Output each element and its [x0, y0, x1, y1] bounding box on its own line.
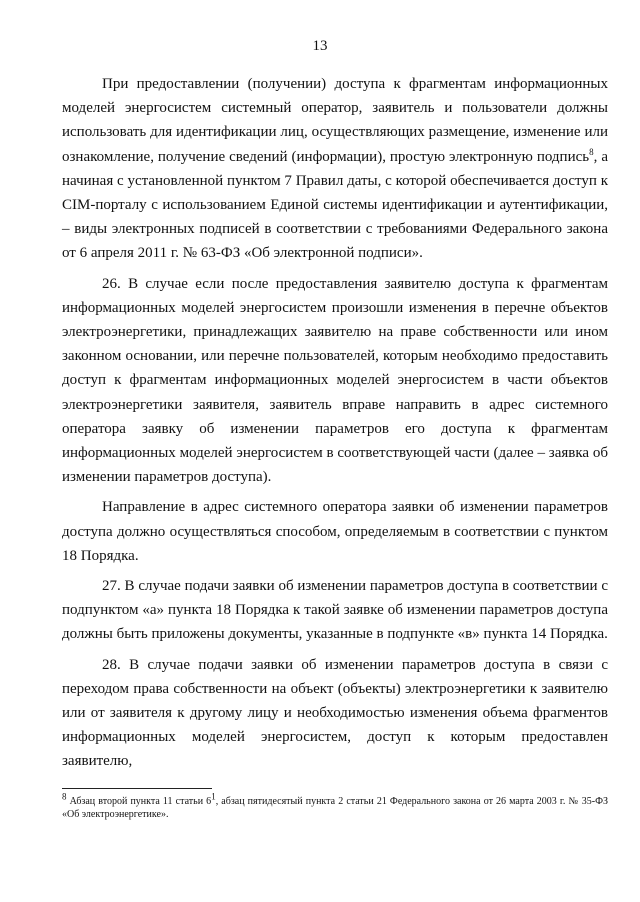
paragraph-electronic-signature — [62, 72, 608, 266]
paragraph-28: 28. В случае подачи заявки об изменении параметров доступа в связи с переходом права собственности на объект (объекты) электроэнергетики к заявителю или от заявителя к другому лицу и необходимостью изменения объема фрагментов информационных моделей энергосистем, доступ к которым предоставлен заявителю, — [62, 656, 608, 770]
footnote-text: , абзац пятидесятый пункта 2 статьи 21 Федерального закона от 26 марта 2003 г. № 35-ФЗ «Об электроэнергетике». — [62, 796, 608, 820]
paragraph-text: , а начиная с установленной пунктом 7 Правил даты, с которой обеспечивается доступ к CIM-порталу с использованием Единой системы идентификации и аутентификации, – виды электронных подписей в соответствии с требованиями Федерального закона от 6 апреля 2011 г. № 63-ФЗ «Об электронной подписи». — [62, 148, 608, 262]
paragraph-text: При предоставлении (получении) доступа к фрагментам информационных моделей энергосистем системный оператор, заявитель и пользователи должны использовать для идентификации лиц, осуществляющих размещение, изменение или ознакомление, получение сведений (информации), простую электронную подпись — [62, 76, 608, 165]
paragraph-26: 26. В случае если после предоставления заявителю доступа к фрагментам информационных моделей энергосистем произошли изменения в перечне объектов электроэнергетики, принадлежащих заявителю на праве собственности или ином законном основании, или перечне пользователей, которым необходимо предоставить доступ к фрагментам информационных моделей энергосистем в части объектов электроэнергетики заявителя, заявитель вправе направить в адрес системного оператора заявку об изменении параметров его доступа к фрагментам информационных моделей энергосистем в соответствующей части (далее – заявка об изменении параметров доступа). — [62, 275, 608, 486]
paragraph-26-direction: Направление в адрес системного оператора заявки об изменении параметров доступа должно осуществляться способом, определяемым в соответствии с пунктом 18 Порядка. — [62, 499, 608, 564]
page-number: 13 — [312, 38, 328, 54]
paragraph-27: 27. В случае подачи заявки об изменении параметров доступа в соответствии с подпунктом «а» пункта 18 Порядка к такой заявке об изменении параметров доступа должны быть приложены документы, указанные в подпункте «в» пункта 14 Порядка. — [62, 578, 608, 643]
footnote-reference[interactable]: 8 — [589, 146, 594, 157]
document-body — [62, 72, 608, 774]
footnote-text: Абзац второй пункта 11 статьи 6 — [66, 796, 212, 807]
footnote-8 — [62, 791, 608, 821]
footnote-superscript: 1 — [211, 791, 216, 802]
footnote-marker: 8 — [62, 791, 67, 802]
footnote-divider — [62, 788, 212, 789]
